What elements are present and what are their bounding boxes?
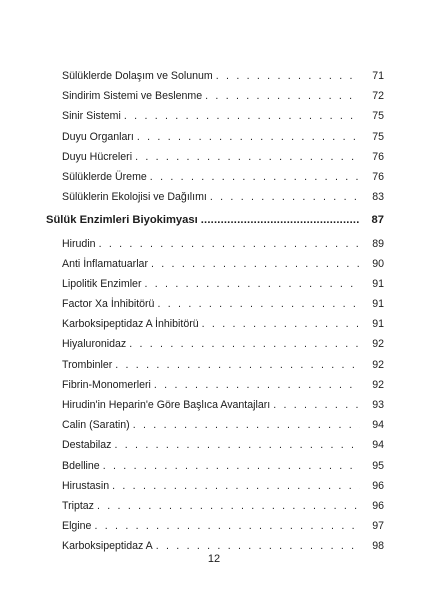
toc-entry <box>0 415 384 435</box>
toc-entry-title: Hiyaluronidaz <box>62 338 127 351</box>
toc-entry-page: 96 <box>372 479 384 492</box>
toc-entry-title: Lipolitik Enzimler <box>62 277 142 290</box>
toc-entry-title: Hirudin <box>62 237 96 250</box>
toc-entry-title: Bdelline <box>62 459 100 472</box>
toc-entry-page: 94 <box>372 439 384 452</box>
toc-entry <box>0 254 384 274</box>
toc-entry-page: 75 <box>372 110 384 123</box>
dot-leader <box>124 106 360 126</box>
toc-entry <box>0 167 384 187</box>
toc-entry-title: Sindirim Sistemi ve Beslenme <box>62 90 203 103</box>
toc-entry <box>0 375 384 395</box>
toc-entry-page: 91 <box>372 277 384 290</box>
toc-entry <box>0 314 384 334</box>
toc-entry-title: Triptaz <box>62 499 94 512</box>
dot-leader <box>273 395 360 415</box>
toc-entry-title: Hirustasin <box>62 479 110 492</box>
dot-leader <box>205 86 360 106</box>
toc-entry-page: 98 <box>372 540 384 553</box>
toc-entry-page: 93 <box>372 399 384 411</box>
toc-entry-title: Sinir Sistemi <box>62 110 121 123</box>
toc-entry-page: 96 <box>372 499 384 512</box>
toc-entry-page: 91 <box>372 318 384 331</box>
toc-entry-title: Hirudin'in Heparin'e Göre Başlıca Avantajları <box>62 399 271 411</box>
toc-entry <box>0 476 384 496</box>
toc-entry-page: 75 <box>372 130 384 143</box>
toc-entry-title: Karboksipeptidaz A İnhibitörü <box>62 318 199 331</box>
toc-entry-title: Fibrin-Monomerleri <box>62 378 151 391</box>
dot-leader <box>150 167 360 187</box>
toc-entry <box>0 86 384 106</box>
toc-entry-page: 76 <box>372 170 384 183</box>
toc-entry-title: Anti İnflamatuarlar <box>62 257 148 270</box>
toc-entry <box>0 106 384 126</box>
toc-entry-page: 92 <box>372 338 384 351</box>
toc-entry <box>0 334 384 354</box>
toc-entry <box>0 274 384 294</box>
toc-entry <box>0 395 384 415</box>
dot-leader <box>129 334 360 354</box>
toc-entry-title: Trombinler <box>62 358 113 371</box>
toc-entry-page: 91 <box>372 298 384 311</box>
toc-entry-page: 90 <box>372 257 384 270</box>
toc-section-title: Sülük Enzimleri Biyokimyası <box>46 214 198 227</box>
toc-entry <box>0 127 384 147</box>
toc-entry <box>0 456 384 476</box>
toc-entry-title: Calin (Saratin) <box>62 419 130 432</box>
toc-entry-title: Factor Xa İnhibitörü <box>62 298 155 311</box>
dot-leader <box>112 476 360 496</box>
dot-leader <box>151 254 360 274</box>
toc-entry <box>0 147 384 167</box>
toc-entry <box>0 516 384 536</box>
toc-entry-page: 94 <box>372 419 384 432</box>
toc-entry <box>0 435 384 455</box>
toc-section-heading <box>0 210 384 230</box>
dot-leader <box>157 294 360 314</box>
dot-leader <box>103 456 360 476</box>
dot-leader <box>135 147 360 167</box>
toc-entry-title: Elgine <box>62 520 92 533</box>
toc-entry <box>0 355 384 375</box>
dot-leader <box>154 375 360 395</box>
toc-entry-title: Sülüklerde Üreme <box>62 170 147 183</box>
dot-leader <box>114 435 360 455</box>
toc-entry-page: 92 <box>372 358 384 371</box>
toc-entry-page: 76 <box>372 150 384 163</box>
table-of-contents <box>0 66 428 557</box>
toc-entry <box>0 294 384 314</box>
toc-entry <box>0 234 384 254</box>
dot-leader <box>210 187 360 207</box>
page-number: 12 <box>207 553 221 565</box>
toc-entry-title: Karboksipeptidaz A <box>62 540 153 553</box>
toc-entry-page: 71 <box>372 70 384 82</box>
dot-leader <box>115 355 360 375</box>
toc-entry-page: 72 <box>372 90 384 103</box>
toc-section-page: 87 <box>371 214 384 227</box>
toc-entry-title: Destabilaz <box>62 439 112 452</box>
dot-leader <box>94 516 360 536</box>
toc-entry-page: 97 <box>372 520 384 533</box>
toc-entry-title: Sülüklerin Ekolojisi ve Dağılımı <box>62 191 207 204</box>
dot-leader <box>202 314 360 334</box>
toc-entry-page: 83 <box>372 191 384 204</box>
toc-entry-page: 92 <box>372 378 384 391</box>
toc-entry <box>0 187 384 207</box>
dot-leader <box>216 66 360 86</box>
dot-leader <box>133 415 360 435</box>
toc-entry <box>0 66 384 86</box>
dot-leader <box>99 234 360 254</box>
dot-leader <box>97 496 360 516</box>
dot-leader <box>137 127 360 147</box>
toc-entry-page: 89 <box>372 237 384 250</box>
dot-leader <box>201 210 360 230</box>
toc-entry-title: Duyu Hücreleri <box>62 150 133 163</box>
toc-entry <box>0 496 384 516</box>
toc-entry-page: 95 <box>372 459 384 472</box>
toc-entry-title: Sülüklerde Dolaşım ve Solunum <box>62 70 213 82</box>
dot-leader <box>144 274 360 294</box>
toc-entry-title: Duyu Organları <box>62 130 134 143</box>
